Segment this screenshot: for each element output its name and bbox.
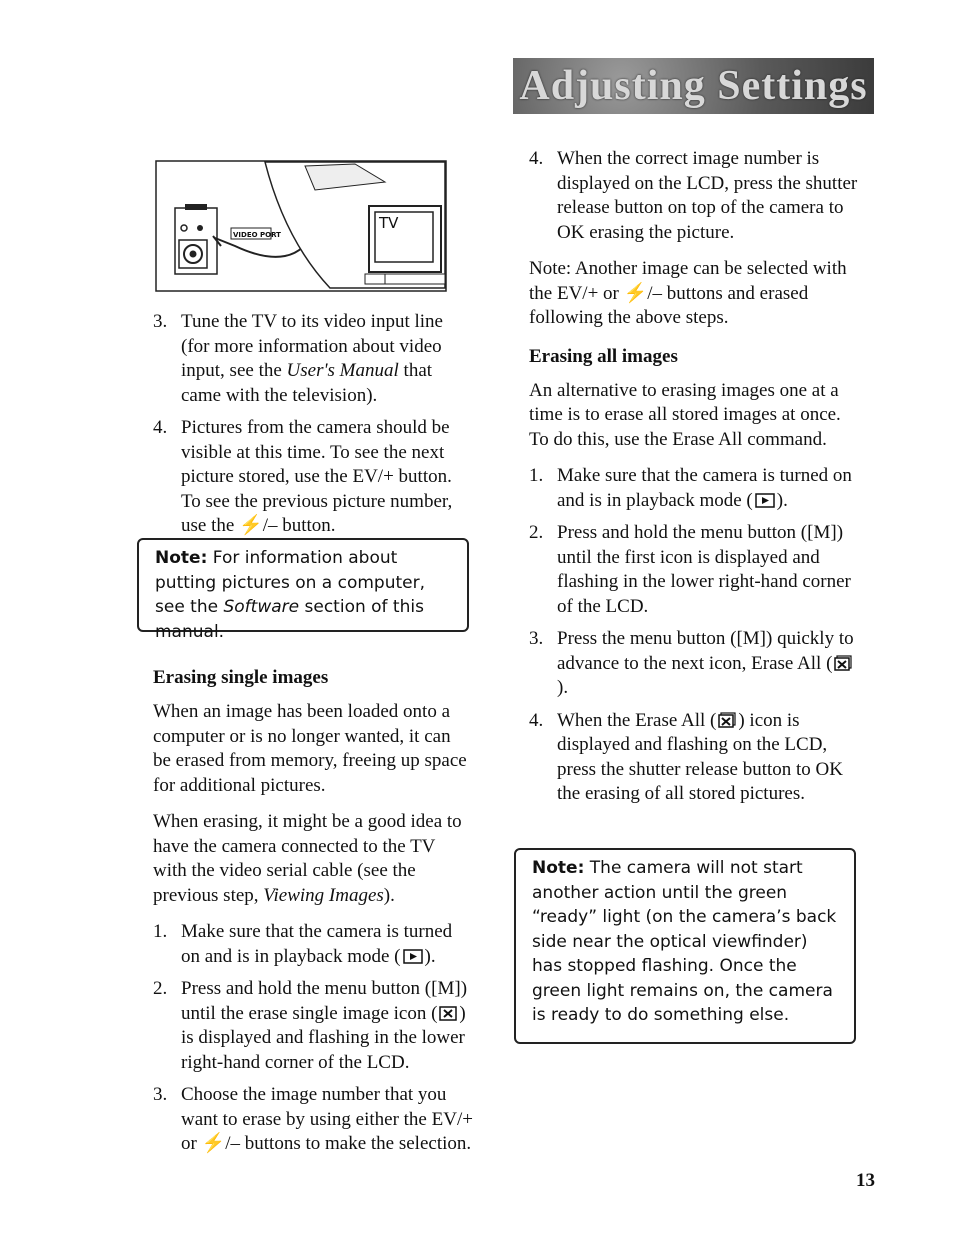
inline-note: Note: Another image can be selected with the EV/+ or ⚡/– buttons and erased following the above steps. — [529, 258, 847, 328]
note-label: Note: — [155, 548, 208, 568]
playback-mode-icon — [402, 947, 424, 965]
list-number: 3. — [529, 628, 544, 649]
menu-button-icon: [M] — [431, 978, 461, 999]
list-text: When the correct image number is displayed on the LCD, press the shutter release button on top of the camera to OK erasing the picture. — [557, 148, 858, 243]
manual-title: User's Manual — [286, 360, 399, 381]
text-run: ). — [557, 677, 569, 698]
erase-all-icon — [717, 711, 737, 729]
text-run: ) quickly to advance to the next icon, Erase All ( — [557, 628, 854, 674]
list-number: 2. — [529, 522, 544, 543]
text-run: ). — [776, 489, 788, 511]
note-text: For information about putting pictures on a computer, see the — [155, 548, 426, 617]
text-run: When erasing, it might be a good idea to have the camera connected to the TV with the video serial cable (see the previous step, — [153, 811, 462, 906]
left-column — [153, 310, 473, 551]
list-item — [529, 521, 859, 619]
text-run: Make sure that the camera is turned on and is in playback mode ( — [181, 921, 453, 967]
note-software-link: Software — [223, 597, 300, 617]
text-run: Make sure that the camera is turned on and is in playback mode ( — [557, 465, 852, 511]
menu-button-icon: [M] — [736, 628, 766, 649]
text-run: that came with the television). — [181, 360, 433, 406]
list-text — [181, 1083, 473, 1157]
camera-icon — [175, 204, 217, 274]
text-run: Press and hold the menu button ( — [181, 978, 432, 999]
heading-erasing-all: Erasing all images — [529, 345, 678, 367]
erase-single-icon — [438, 1004, 458, 1022]
list-text — [557, 521, 859, 619]
list-number: 4. — [153, 417, 168, 438]
list-item — [153, 310, 473, 408]
list-item — [153, 977, 473, 1075]
list-item — [529, 464, 859, 513]
text-run: When the Erase All ( — [557, 709, 717, 731]
page-number: 13 — [856, 1170, 875, 1191]
menu-button-icon: [M] — [807, 522, 837, 543]
list-text — [181, 977, 473, 1075]
text-run: ) icon is displayed and flashing on the LCD, press the shutter release button to OK the erasing of all stored pictures. — [557, 709, 843, 804]
list-item — [153, 416, 473, 539]
text-run: ) until the first icon is displayed and flashing in the lower right-hand corner of the LCD. — [557, 522, 851, 617]
playback-mode-icon — [754, 491, 776, 509]
section-title: Adjusting Settings — [519, 63, 868, 109]
section-banner — [513, 58, 874, 114]
note-label: Note: — [532, 858, 585, 878]
text-run: ⚡/– button. — [239, 515, 336, 536]
paragraph: When an image has been loaded onto a computer or is no longer wanted, it can be erased from memory, freeing up space for additional pictures. — [153, 701, 467, 796]
list-item — [153, 1083, 473, 1157]
heading-erasing-single: Erasing single images — [153, 667, 329, 688]
text-run: Press the menu button ( — [557, 628, 737, 649]
list-number: 2. — [153, 978, 168, 999]
list-text — [557, 464, 859, 513]
list-number: 4. — [529, 148, 544, 169]
list-text — [181, 416, 473, 539]
list-item — [529, 709, 859, 807]
list-text — [181, 920, 473, 969]
text-run: ). — [424, 945, 436, 967]
right-column — [529, 147, 859, 819]
list-number: 3. — [153, 1084, 168, 1105]
list-item — [529, 627, 859, 701]
text-run: ). — [383, 884, 395, 906]
note-software — [137, 538, 469, 642]
left-column-lower — [153, 652, 473, 1169]
text-run: ⚡/– buttons to make the selection. — [201, 1133, 472, 1154]
list-number: 1. — [529, 465, 544, 486]
erase-all-icon — [833, 654, 853, 672]
list-text — [557, 627, 859, 701]
steps-list-single — [153, 920, 473, 1157]
list-text — [557, 709, 859, 807]
note-ready-light — [514, 848, 856, 1044]
text-run: Pictures from the camera should be visible at this time. To see the next picture stored, use the EV/+ button. To see the previous picture number, use the — [181, 417, 453, 536]
text-run: Choose the image number that you want to erase by using either the EV/+ or — [181, 1084, 473, 1154]
note-text: The camera will not start another action until the green “ready” light (on the camera’s back side near the optical viewfinder) has stopped flashing. Once the green light remains on, the camera is ready to do something else. — [532, 858, 837, 1025]
paragraph — [153, 810, 473, 908]
steps-list-all — [529, 464, 859, 807]
list-number: 3. — [153, 311, 168, 332]
list-item — [529, 147, 859, 245]
text-run: ) until the erase single image icon ( — [181, 978, 468, 1024]
text-run: Press and hold the menu button ( — [557, 522, 808, 543]
tv-label: TV — [379, 214, 399, 232]
paragraph: An alternative to erasing images one at a time is to erase all stored images at once. To do this, use the Erase All command. — [529, 379, 841, 450]
list-number: 1. — [153, 921, 168, 942]
list-text — [181, 310, 473, 408]
steps-list-tv — [153, 310, 473, 539]
viewing-images-ref: Viewing Images — [263, 884, 384, 906]
list-number: 4. — [529, 709, 544, 731]
text-run: ) is displayed and flashing in the lower right-hand corner of the LCD. — [181, 1002, 466, 1073]
camera-tv-illustration — [155, 160, 447, 292]
text-run: Tune the TV to its video input line (for more information about video input, see the — [181, 311, 443, 381]
steps-list-continued — [529, 147, 859, 245]
note-text: section of this manual. — [155, 597, 424, 642]
list-item — [153, 920, 473, 969]
video-port-label: VIDEO PORT — [233, 231, 281, 239]
